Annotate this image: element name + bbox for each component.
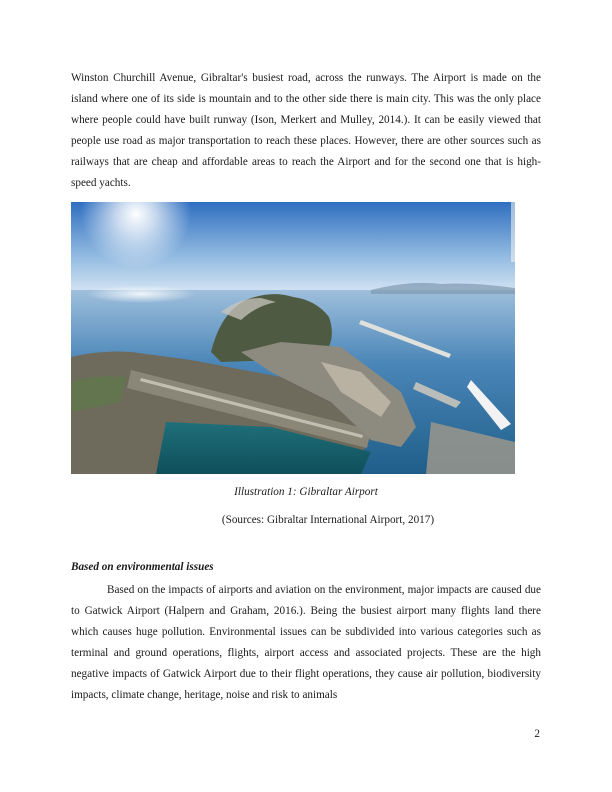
figure-caption: Illustration 1: Gibraltar Airport [234,486,378,498]
section-heading: Based on environmental issues [71,561,214,573]
figure-source: (Sources: Gibraltar International Airport, 2017) [221,514,435,526]
body-paragraph-1: Winston Churchill Avenue, Gibraltar's busiest road, across the runways. The Airport is made on the island where one of its side is mountain and to the other side there is main city. This was the only place where people could have built runway (Ison, Merkert and Mulley, 2014.). It can be easily viewed that people use road as major transportation to reach these places. However, there are other sources such as railways that are cheap and affordable areas to reach the Airport and for the second one that is high-speed yachts. [71,72,541,189]
page-number: 2 [534,728,540,740]
body-paragraph-2: Based on the impacts of airports and aviation on the environment, major impacts are caused due to Gatwick Airport (Halpern and Graham, 2016.). Being the busiest airport many flights land there which causes huge pollution. Environmental issues can be subdivided into various categories such as terminal and ground operations, flights, airport access and associated projects. These are the high negative impacts of Gatwick Airport due to their flight operations, they cause air pollution, biodiversity impacts, climate change, heritage, noise and risk to animals [71,584,541,701]
gibraltar-airport-photo [71,202,515,474]
